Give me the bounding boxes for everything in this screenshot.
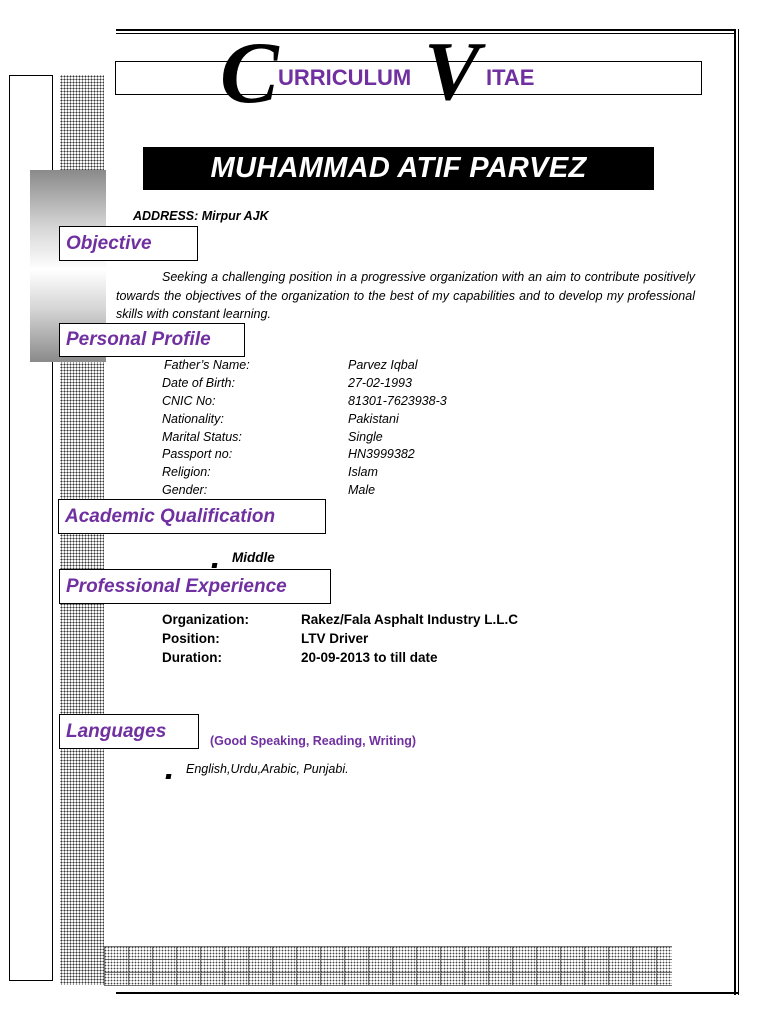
profile-label: CNIC No: <box>162 394 216 408</box>
profile-value: HN3999382 <box>348 447 415 461</box>
languages-proficiency-note: (Good Speaking, Reading, Writing) <box>210 734 417 748</box>
profile-label: Gender: <box>162 483 208 497</box>
title-word-urriculum: URRICULUM <box>278 65 412 90</box>
experience-label: Position: <box>162 631 220 646</box>
experience-value: 20-09-2013 to till date <box>301 650 438 665</box>
objective-text: Seeking a challenging position in a progressive organization with an aim to contribute positively towards the objectives of the organization to the best of my capabilities and to develop my professional skills with constant learning. <box>116 270 695 321</box>
section-heading-objective: Objective <box>59 226 198 261</box>
experience-label: Duration: <box>162 650 222 665</box>
profile-value: Islam <box>348 465 378 479</box>
bullet-icon <box>166 766 171 784</box>
title-initial-v: V <box>424 25 481 118</box>
experience-label: Organization: <box>162 612 249 627</box>
section-heading-languages: Languages <box>59 714 199 749</box>
candidate-name: MUHAMMAD ATIF PARVEZ <box>143 147 654 190</box>
profile-value: Single <box>348 430 383 444</box>
profile-value: 27-02-1993 <box>348 376 412 390</box>
experience-value: Rakez/Fala Asphalt Industry L.L.C <box>301 612 519 627</box>
section-heading-academic: Academic Qualification <box>58 499 326 534</box>
address: ADDRESS: Mirpur AJK <box>133 209 269 223</box>
section-heading-experience: Professional Experience <box>59 569 331 604</box>
right-border-line <box>734 29 736 995</box>
profile-label: Religion: <box>162 465 211 479</box>
profile-label: Father’s Name: <box>164 358 250 372</box>
title-word-itae: ITAE <box>486 65 535 90</box>
right-border-line-inner <box>738 29 739 995</box>
profile-label: Marital Status: <box>162 430 242 444</box>
section-heading-personal-profile: Personal Profile <box>59 323 245 357</box>
profile-label: Date of Birth: <box>162 376 235 390</box>
profile-label: Passport no: <box>162 447 233 461</box>
profile-value: 81301-7623938-3 <box>348 394 447 408</box>
profile-label: Nationality: <box>162 412 224 426</box>
bottom-border-line <box>116 992 739 994</box>
profile-value: Parvez Iqbal <box>348 358 418 372</box>
academic-item: Middle <box>232 550 275 565</box>
profile-value: Pakistani <box>348 412 399 426</box>
profile-value: Male <box>348 483 376 497</box>
experience-value: LTV Driver <box>301 631 369 646</box>
title-initial-c: C <box>220 25 279 122</box>
languages-list: English,Urdu,Arabic, Punjabi. <box>186 762 349 776</box>
bottom-pattern-strip <box>104 946 672 986</box>
